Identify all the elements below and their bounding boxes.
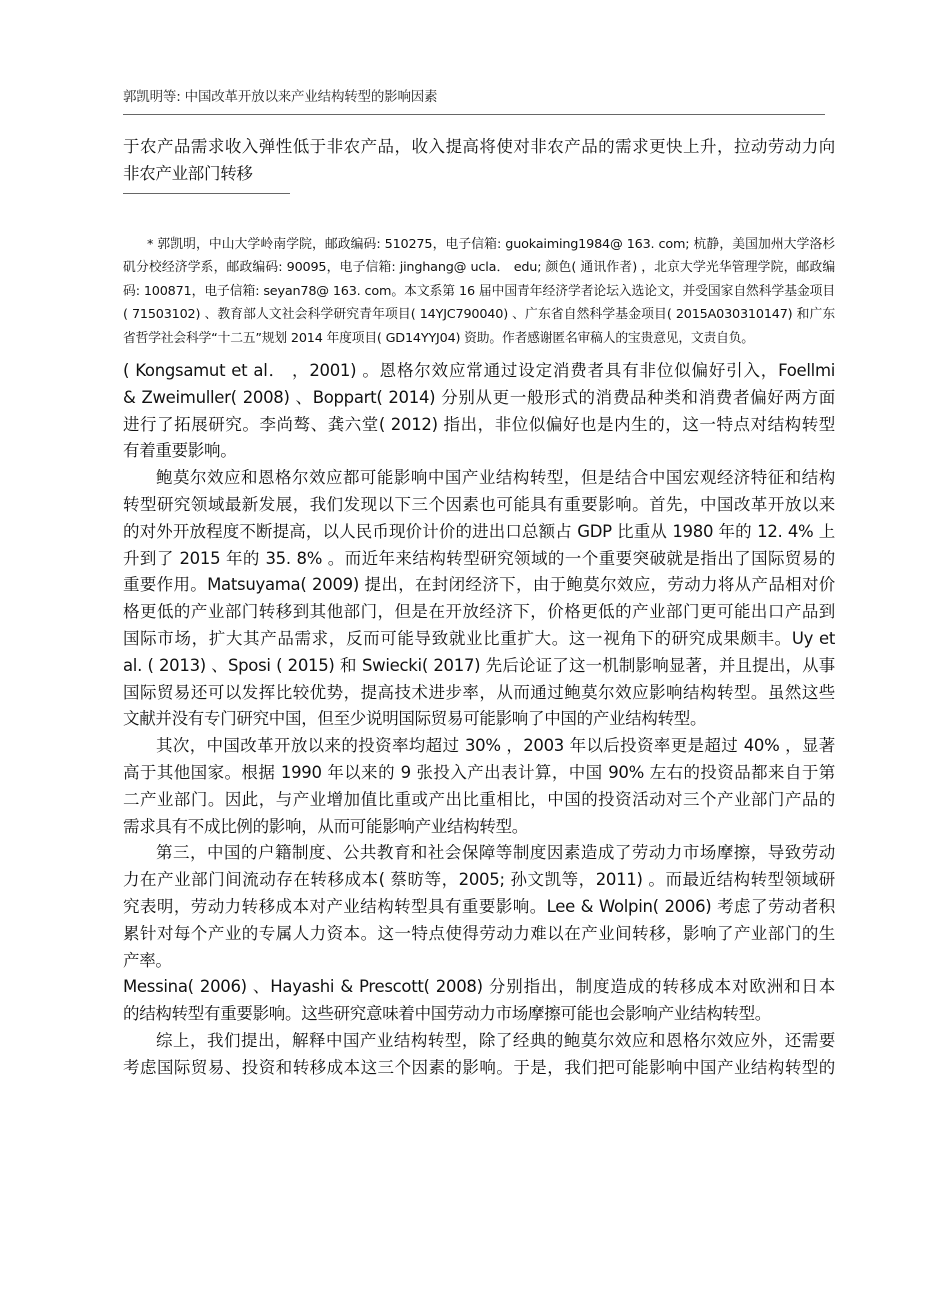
text-line: 升到了 2015 年的 35. 8% 。而近年来结构转型研究领域的一个重要突破就是指出了国际贸易的 bbox=[123, 548, 835, 568]
running-header-title: 郭凯明等: 中国改革开放以来产业结构转型的影响因素 bbox=[123, 89, 438, 105]
text-line: 高于其他国家。根据 1990 年以来的 9 张投入产出表计算，中国 90% 左右的投资品都来自于第 bbox=[123, 762, 835, 782]
footnote-line: 矶分校经济学系，邮政编码: 90095，电子信箱: jinghang@ ucla． edu; 颜色( 通讯作者) ，北京大学光华管理学院，邮政编 bbox=[123, 260, 835, 276]
text-line: 累针对每个产业的专属人力资本。这一特点使得劳动力难以在产业间转移，影响了产业部门的生 bbox=[123, 923, 835, 943]
main-text bbox=[123, 358, 835, 1082]
text-line: al. ( 2013) 、Sposi ( 2015) 和 Swiecki( 2017) 先后论证了这一机制影响显著，并且提出，从事 bbox=[123, 655, 835, 675]
text-line: 重要作用。Matsuyama( 2009) 提出，在封闭经济下，由于鲍莫尔效应，劳动力将从产品相对价 bbox=[123, 575, 835, 595]
text-line: 进行了拓展研究。李尚骜、龚六堂( 2012) 指出，非位似偏好也是内生的，这一特点对结构转型 bbox=[123, 414, 835, 434]
footnote-rule bbox=[123, 193, 290, 194]
text-line: 需求具有不成比例的影响，从而可能影响产业结构转型。 bbox=[123, 816, 529, 836]
text-line: 究表明，劳动力转移成本对产业结构转型具有重要影响。Lee & Wolpin( 2006) 考虑了劳动者积 bbox=[123, 896, 835, 916]
text-line: 有着重要影响。 bbox=[123, 441, 237, 461]
footnote-line: 省哲学社会科学“十二五”规划 2014 年度项目( GD14YYJ04) 资助。作者感谢匿名审稿人的宝贵意见，文责自负。 bbox=[123, 330, 754, 346]
text-line: 综上，我们提出，解释中国产业结构转型，除了经典的鲍莫尔效应和恩格尔效应外，还需要 bbox=[156, 1030, 835, 1050]
paragraph bbox=[123, 974, 835, 1028]
text-line: 第三，中国的户籍制度、公共教育和社会保障等制度因素造成了劳动力市场摩擦，导致劳动 bbox=[156, 843, 835, 863]
continued-text bbox=[123, 134, 835, 188]
text-line: 非农产业部门转移 bbox=[123, 163, 253, 183]
text-line: ( Kongsamut et al． ，2001) 。恩格尔效应常通过设定消费者具有非位似偏好引入，Foellmi bbox=[123, 361, 835, 380]
paragraph bbox=[123, 733, 835, 840]
text-line: 的结构转型有重要影响。这些研究意味着中国劳动力市场摩擦可能也会影响产业结构转型。 bbox=[123, 1004, 772, 1024]
text-line: 考虑国际贸易、投资和转移成本这三个因素的影响。于是，我们把可能影响中国产业结构转型的 bbox=[123, 1057, 835, 1077]
footnote-line: 码: 100871，电子信箱: seyan78@ 163. com。本文系第 16 届中国青年经济学者论坛入选论文，并受国家自然科学基金项目 bbox=[123, 283, 835, 299]
text-line: 文献并没有专门研究中国，但至少说明国际贸易可能影响了中国的产业结构转型。 bbox=[123, 709, 707, 729]
text-line: 二产业部门。因此，与产业增加值比重或产出比重相比，中国的投资活动对三个产业部门产品的 bbox=[123, 789, 835, 809]
text-line: Messina( 2006) 、Hayashi & Prescott( 2008) 分别指出，制度造成的转移成本对欧洲和日本 bbox=[123, 977, 835, 997]
text-line: 于农产品需求收入弹性低于非农产品，收入提高将使对非农产品的需求更快上升，拉动劳动力向 bbox=[123, 137, 835, 156]
paragraph bbox=[123, 840, 835, 974]
text-line: 鲍莫尔效应和恩格尔效应都可能影响中国产业结构转型，但是结合中国宏观经济特征和结构 bbox=[156, 468, 835, 488]
text-line: 力在产业部门间流动存在转移成本( 蔡昉等，2005; 孙文凯等，2011) 。而最近结构转型领域研 bbox=[123, 870, 835, 890]
author-footnote bbox=[123, 233, 835, 350]
footnote-line: * 郭凯明，中山大学岭南学院，邮政编码: 510275，电子信箱: guokaiming1984@ 163. com; 杭静，美国加州大学洛杉 bbox=[147, 237, 835, 252]
header-rule bbox=[123, 114, 825, 115]
text-line: 产率。 bbox=[123, 950, 172, 970]
text-line: 国际市场，扩大其产品需求，反而可能导致就业比重扩大。这一视角下的研究成果颇丰。Uy et bbox=[123, 628, 835, 648]
text-line: 的对外开放程度不断提高，以人民币现价计价的进出口总额占 GDP 比重从 1980 年的 12. 4% 上 bbox=[123, 521, 835, 541]
text-line: 其次，中国改革开放以来的投资率均超过 30% ，2003 年以后投资率更是超过 40% ，显著 bbox=[156, 736, 835, 756]
text-line: 格更低的产业部门转移到其他部门，但是在开放经济下，价格更低的产业部门更可能出口产品到 bbox=[123, 602, 835, 622]
footnote-line: ( 71503102) 、教育部人文社会科学研究青年项目( 14YJC790040) 、广东省自然科学基金项目( 2015A030310147) 和广东 bbox=[123, 307, 835, 323]
paragraph bbox=[123, 358, 835, 465]
text-line: 转型研究领域最新发展，我们发现以下三个因素也可能具有重要影响。首先，中国改革开放以来 bbox=[123, 494, 835, 514]
paragraph bbox=[123, 1028, 835, 1082]
text-line: & Zweimuller( 2008) 、Boppart( 2014) 分别从更一般形式的消费品种类和消费者偏好两方面 bbox=[123, 387, 835, 407]
text-line: 国际贸易还可以发挥比较优势，提高技术进步率，从而通过鲍莫尔效应影响结构转型。虽然这些 bbox=[123, 682, 835, 702]
paragraph bbox=[123, 465, 835, 733]
running-header bbox=[123, 88, 437, 106]
